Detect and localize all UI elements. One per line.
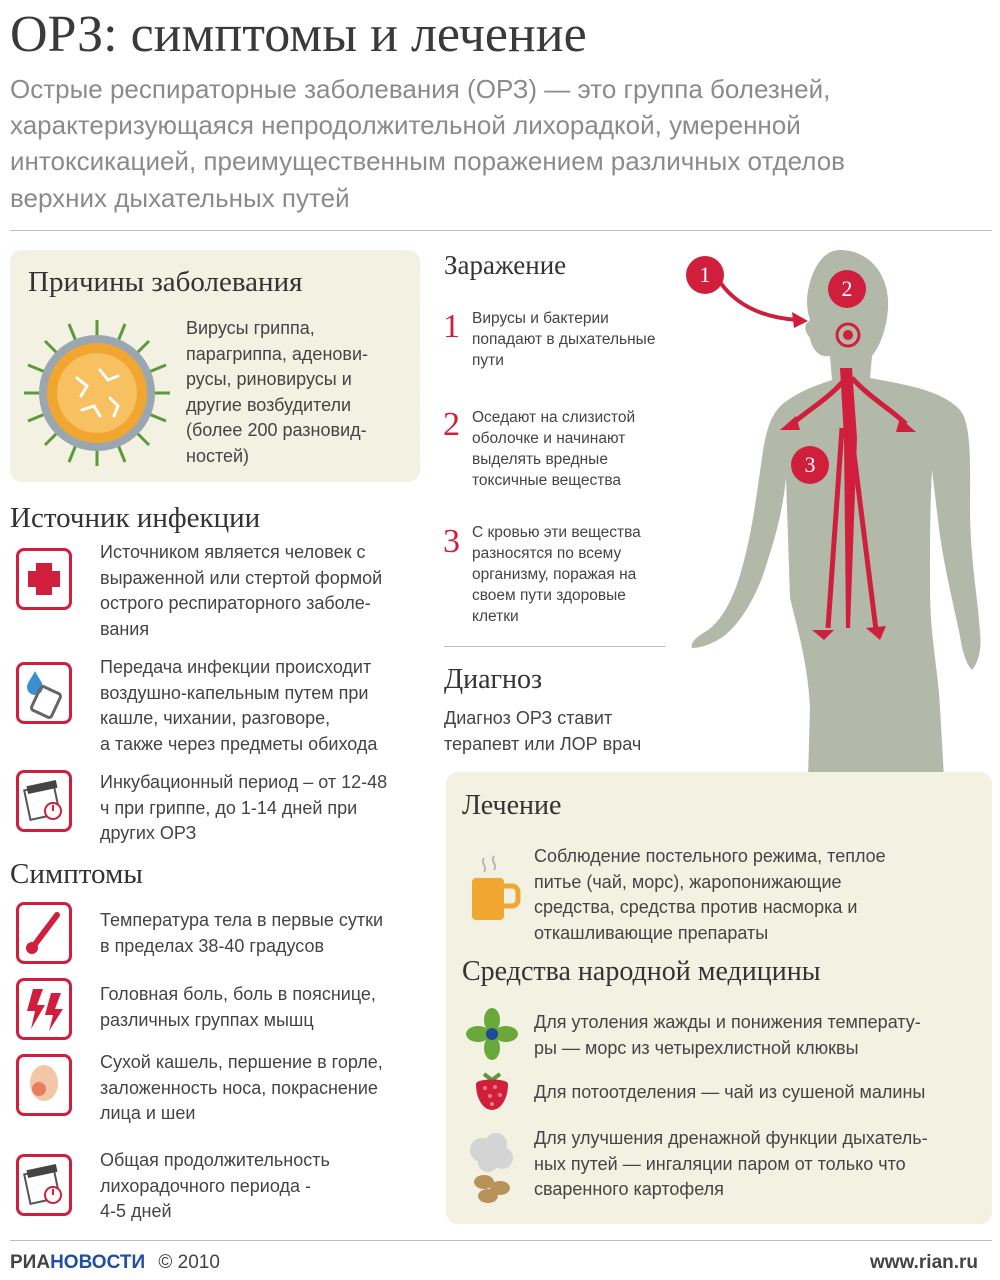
folk-item-2: Для потоотделения — чай из сушеной малины: [534, 1082, 926, 1102]
folk-item-1: Для утоления жажды и понижения температу- ры — морс из четырехлистной клюквы: [534, 1012, 921, 1058]
infection-divider: [444, 646, 666, 647]
causes-line: ностей): [186, 445, 250, 466]
source-heading: Источник инфекции: [10, 502, 261, 534]
causes-text: [186, 316, 368, 469]
folk-item-3: Для улучшения дренажной функции дыхатель- ных путей — ингаляции паром от только что сваренного картофеля: [534, 1128, 928, 1199]
intro-line: характеризующаяся непродолжительной лихорадкой, умеренной: [10, 110, 801, 140]
causes-line: Вирусы гриппа,: [186, 318, 315, 338]
calendar-clock-icon: [16, 1154, 72, 1216]
source-item-3: Инкубационный период – от 12-48 ч при гриппе, до 1-14 дней при других ОРЗ: [100, 772, 388, 843]
causes-line: (более 200 разновид-: [186, 420, 367, 440]
treatment-heading: Лечение: [462, 790, 562, 821]
causes-line: другие возбудители: [186, 394, 352, 415]
causes-heading: Причины заболевания: [28, 266, 303, 298]
causes-line: парагриппа, аденови-: [186, 343, 369, 364]
brand-ria: РИА: [10, 1252, 51, 1273]
symptom-item-3: Сухой кашель, першение в горле, заложенность носа, покраснение лица и шеи: [100, 1052, 383, 1123]
copyright: © 2010: [158, 1252, 220, 1273]
footer-brand: [10, 1252, 220, 1274]
thermometer-icon: [16, 902, 72, 964]
raspberry-icon: [470, 1070, 514, 1114]
source-item-1: Источником является человек с выраженной или стертой формой острого респираторного заболе- вания: [100, 542, 383, 639]
diagnosis-text: Диагноз ОРЗ ставит терапевт или ЛОР врач: [444, 708, 642, 754]
virus-icon: [22, 318, 172, 468]
cranberry-leaf-icon: [466, 1008, 518, 1060]
header-divider: [10, 230, 992, 231]
marker-3: 3: [791, 446, 829, 484]
infection-step-3: С кровью эти вещества разносятся по всему организму, поражая на своем пути здоровые клетки: [472, 524, 641, 625]
throat-icon: [16, 1054, 72, 1116]
intro-line: Острые респираторные заболевания (ОРЗ) — это группа болезней,: [10, 74, 831, 104]
step-number: 1: [443, 308, 460, 345]
symptom-item-4: Общая продолжительность лихорадочного периода - 4-5 дней: [100, 1150, 330, 1221]
causes-line: русы, риновирусы и: [186, 369, 352, 389]
site-url[interactable]: www.rian.ru: [870, 1252, 979, 1273]
source-item-2: Передача инфекции происходит воздушно-капельным путем при кашле, чихании, разговоре, а также через предметы обихода: [100, 657, 378, 754]
brand-novosti: НОВОСТИ: [50, 1252, 146, 1273]
intro-line: верхних дыхательных путей: [10, 183, 350, 213]
step-number: 3: [443, 523, 460, 560]
symptoms-heading: Симптомы: [10, 858, 143, 890]
infection-step-1: Вирусы и бактерии попадают в дыхательные пути: [472, 310, 656, 369]
folk-heading: Средства народной медицины: [462, 956, 821, 987]
footer-divider: [10, 1240, 992, 1241]
page-title: ОРЗ: симптомы и лечение: [10, 6, 587, 63]
red-cross-icon: [16, 548, 72, 610]
diagnosis-heading: Диагноз: [444, 664, 543, 695]
steam-potato-icon: [466, 1132, 520, 1206]
lightning-pain-icon: [16, 978, 72, 1040]
infection-step-2: Оседают на слизистой оболочке и начинают выделять вредные токсичные вещества: [472, 409, 636, 489]
calendar-clock-icon: [16, 770, 72, 832]
step-number: 2: [443, 406, 460, 443]
marker-2: 2: [828, 270, 866, 308]
infection-heading: Заражение: [444, 250, 567, 280]
intro-line: интоксикацией, преимущественным поражением различных отделов: [10, 146, 845, 176]
symptom-item-2: Головная боль, боль в пояснице, различных группах мышц: [100, 984, 376, 1030]
marker-1: 1: [686, 256, 724, 294]
tea-mug-icon: [466, 854, 522, 926]
phone-droplet-icon: [16, 662, 72, 724]
treatment-text: Соблюдение постельного режима, теплое питье (чай, морс), жаропонижающие средства, средства против насморка и откашливающие препараты: [534, 846, 886, 943]
symptom-item-1: Температура тела в первые сутки в пределах 38-40 градусов: [100, 910, 384, 956]
